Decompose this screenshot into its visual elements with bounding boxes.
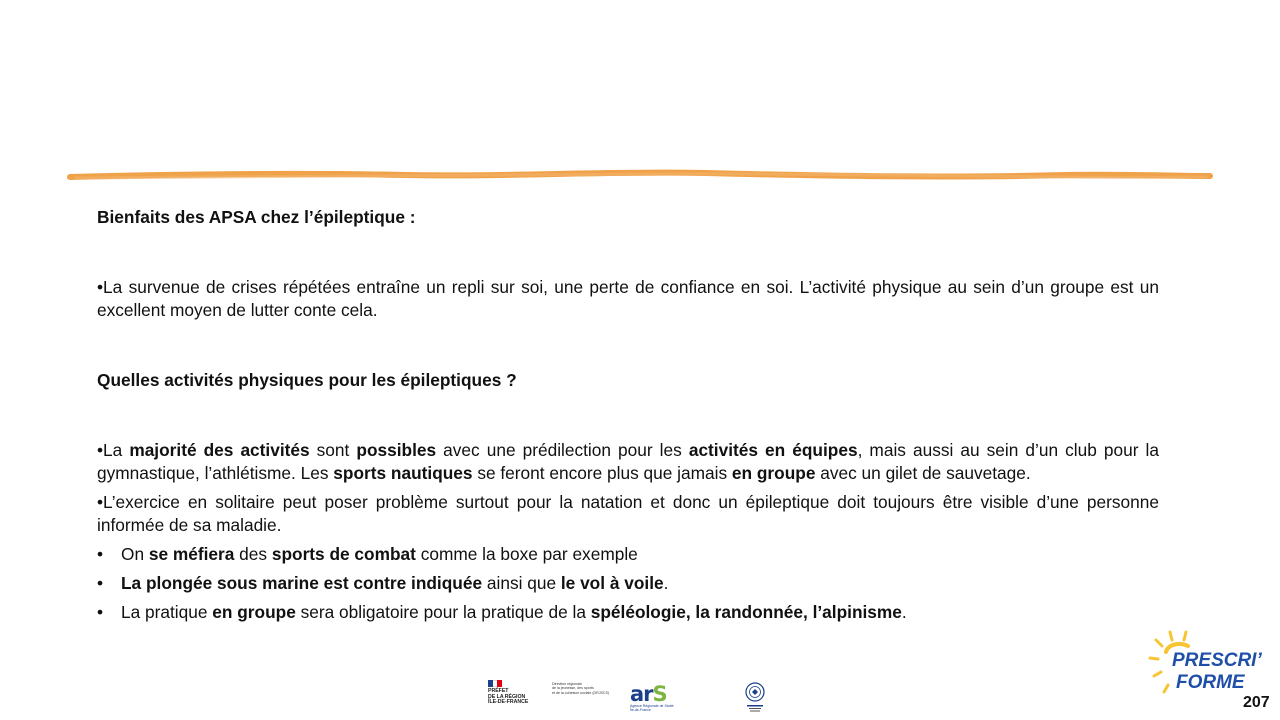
prefet-line: PRÉFET	[488, 688, 509, 694]
bullet-item-groupe	[97, 601, 1159, 624]
prescri-text: PRESCRI’	[1172, 650, 1262, 671]
bullet-bold-part: sports de combat	[271, 544, 416, 564]
seal-logo	[740, 680, 770, 714]
bullet-text-part: .	[663, 573, 669, 593]
paragraph-repli: •La survenue de crises répétées entraîne un repli sur soi, une perte de confiance en soi. L’activité physique au sein d’un groupe est un excellent moyen de lutter conte cela.	[97, 277, 1159, 320]
wavy-divider-line	[66, 168, 1214, 186]
bullet-dot: •	[97, 602, 104, 622]
bullet-text-part: .	[901, 602, 907, 622]
drjscs-label	[552, 682, 610, 695]
para2-bold-4: sports nautiques	[333, 463, 473, 483]
prescriforme-sun-logo	[1148, 630, 1262, 702]
slide-content	[97, 206, 1159, 624]
para2-text-2: sont	[309, 440, 357, 460]
para2-bold-5: en groupe	[731, 463, 816, 483]
bullet-bold-part: La plongée sous marine est contre indiquée	[121, 573, 483, 593]
drjscs-line: et de la cohésion sociale (DRJSCS)	[552, 690, 610, 695]
drjscs-line: Direction régionale	[552, 682, 582, 686]
page-number: 207	[1243, 694, 1270, 711]
drjscs-line: de la jeunesse, des sports	[552, 686, 594, 691]
para2-text-6: avec un gilet de sauvetage.	[815, 463, 1031, 483]
prefet-line: ÎLE-DE-FRANCE	[488, 699, 529, 706]
bullet-item-plongee	[97, 572, 1159, 595]
para2-text-3: avec une prédilection pour les	[436, 440, 689, 460]
paragraph-solitaire: •L’exercice en solitaire peut poser problème surtout pour la natation et donc un épileptique doit toujours être visible d’une personne informée de sa maladie.	[97, 492, 1159, 535]
bullet-bold-part: le vol à voile	[560, 573, 664, 593]
bullet-text	[121, 572, 668, 595]
bullet-bold-part: spéléologie, la randonnée, l’alpinisme	[590, 602, 902, 622]
heading-activites: Quelles activités physiques pour les épileptiques ?	[97, 370, 517, 390]
para2-bold-1: majorité des activités	[129, 440, 310, 460]
bullet-dot: •	[97, 573, 104, 593]
ars-main: ar	[630, 682, 653, 706]
ars-s: S	[652, 682, 667, 706]
bullet-text-part: ainsi que	[482, 573, 561, 593]
bullet-text-part: La pratique	[121, 602, 213, 622]
bullet-bold-part: se méfiera	[148, 544, 235, 564]
bullet-text	[121, 543, 638, 566]
footer-logos	[488, 676, 778, 716]
ars-logo	[630, 684, 678, 714]
para2-text-1: •La	[97, 440, 130, 460]
bullet-text-part: des	[234, 544, 272, 564]
para2-bold-3: activités en équipes	[688, 440, 858, 460]
prefet-marianne-logo	[488, 680, 548, 712]
ars-wordmark	[630, 684, 678, 704]
prescriforme-logo	[1148, 630, 1262, 702]
para2-text-5: se feront encore plus que jamais	[472, 463, 732, 483]
bullet-text-part: comme la boxe par exemple	[415, 544, 638, 564]
ars-subtitle: Agence Régionale de Santé Île-de-France	[630, 704, 674, 712]
flag-icon	[488, 680, 502, 687]
bullet-text-part: On	[121, 544, 149, 564]
para2-bold-2: possibles	[356, 440, 437, 460]
forme-text: FORME	[1176, 672, 1245, 693]
bullet-bold-part: en groupe	[212, 602, 296, 622]
paragraph-majorite	[97, 439, 1159, 485]
para2-text-4: , mais aussi au sein d’un club pour la gymnastique, l’athlétisme. Les	[97, 440, 1159, 483]
bullet-item-combat	[97, 543, 1159, 566]
heading-bienfaits: Bienfaits des APSA chez l’épileptique :	[97, 207, 416, 227]
prefet-line: DE LA RÉGION	[488, 693, 526, 700]
bullet-text-part: sera obligatoire pour la pratique de la	[295, 602, 591, 622]
bullet-dot: •	[97, 544, 104, 564]
bullet-text	[121, 601, 907, 624]
